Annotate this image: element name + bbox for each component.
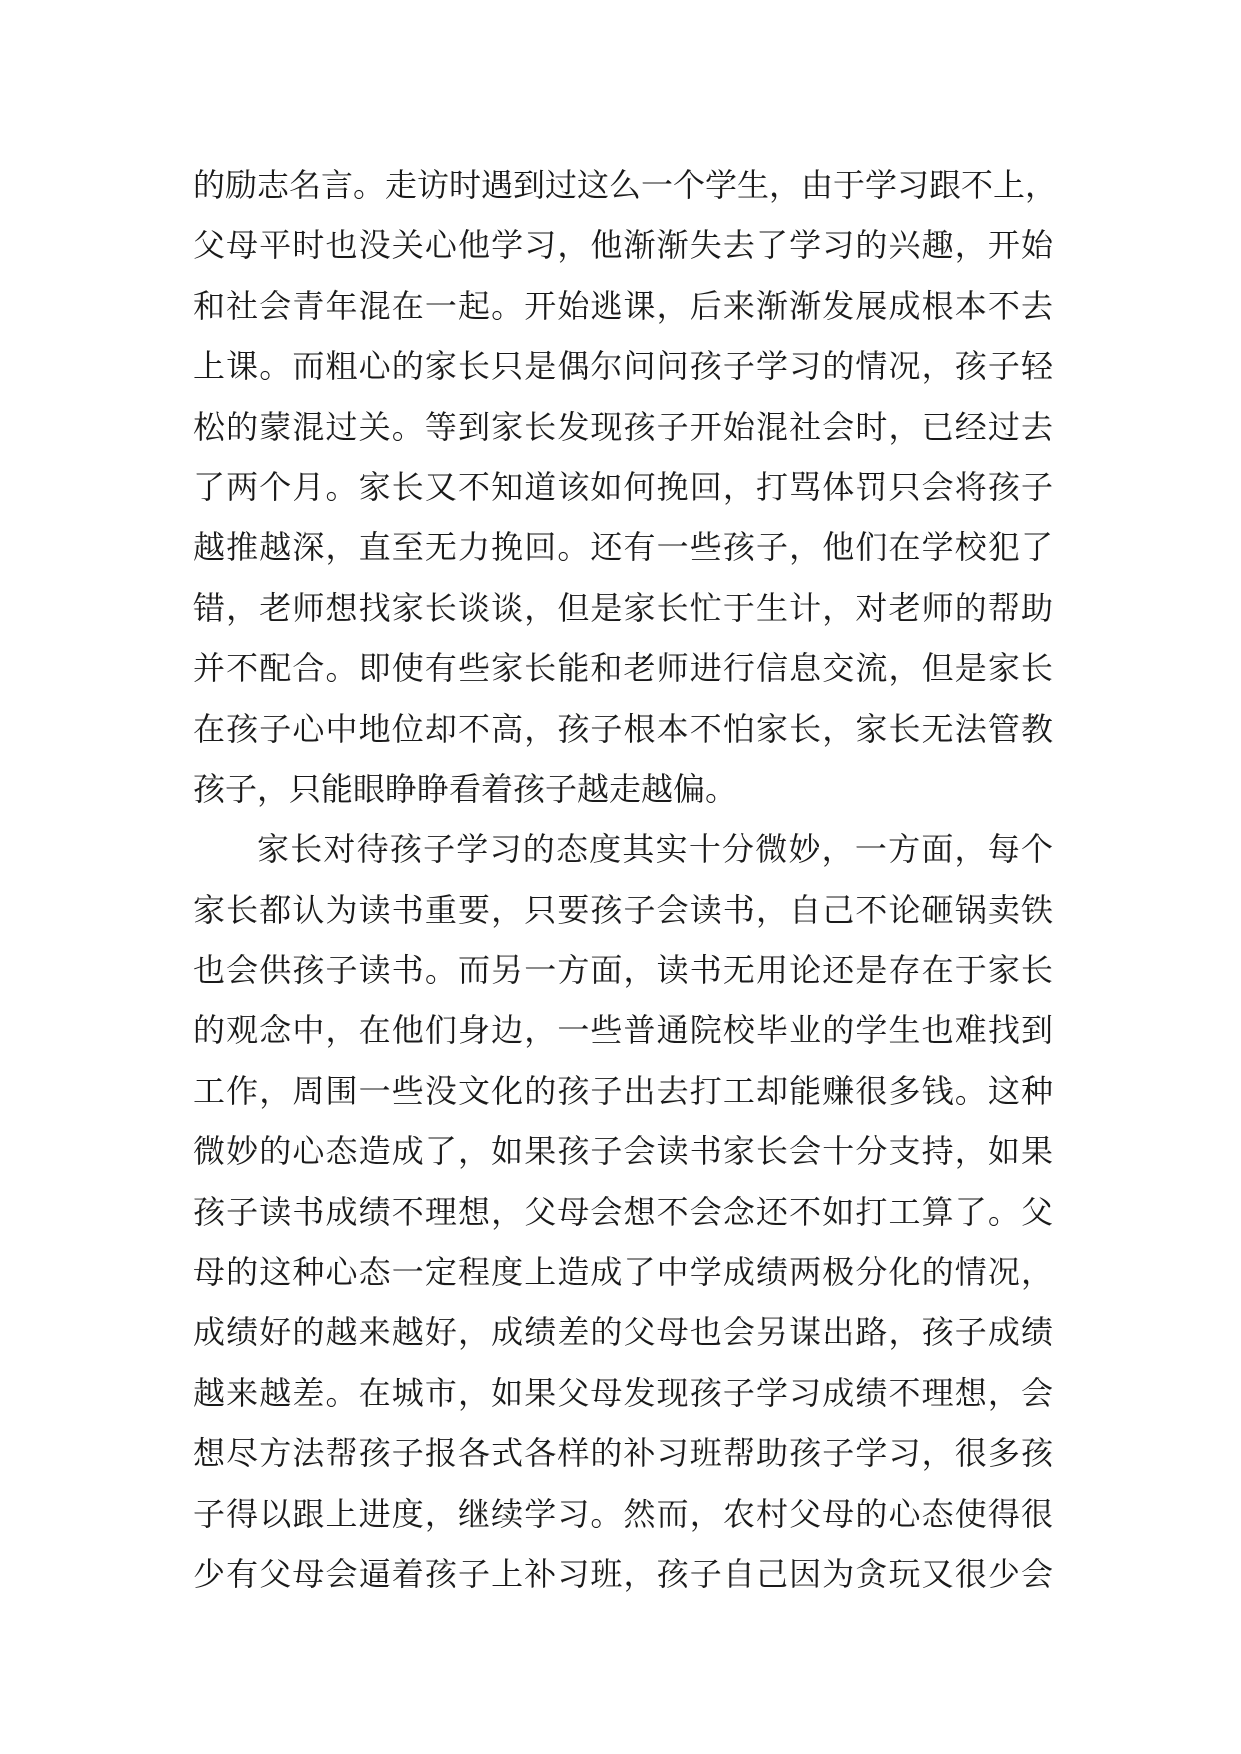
text-line: 父母平时也没关心他学习，他渐渐失去了学习的兴趣，开始 bbox=[193, 226, 1053, 265]
text-line: 并不配合。即使有些家长能和老师进行信息交流，但是家长 bbox=[193, 649, 1053, 688]
text-line: 少有父母会逼着孩子上补习班，孩子自己因为贪玩又很少会 bbox=[193, 1554, 1053, 1593]
text-line: 孩子读书成绩不理想，父母会想不会念还不如打工算了。父 bbox=[193, 1192, 1053, 1231]
text-line: 孩子，只能眼睁睁看着孩子越走越偏。 bbox=[193, 769, 738, 808]
text-line: 想尽方法帮孩子报各式各样的补习班帮助孩子学习，很多孩 bbox=[193, 1434, 1053, 1473]
body-text bbox=[193, 155, 1058, 1604]
text-line: 的励志名言。走访时遇到过这么一个学生，由于学习跟不上， bbox=[193, 166, 1058, 204]
text-line: 和社会青年混在一起。开始逃课，后来渐渐发展成根本不去 bbox=[193, 286, 1053, 325]
text-line: 也会供孩子读书。而另一方面，读书无用论还是存在于家长 bbox=[193, 951, 1053, 990]
paragraph-first-line: 家长对待孩子学习的态度其实十分微妙，一方面，每个 bbox=[257, 830, 1053, 869]
text-line: 的观念中，在他们身边，一些普通院校毕业的学生也难找到 bbox=[193, 1011, 1053, 1050]
text-line: 家长都认为读书重要，只要孩子会读书，自己不论砸锅卖铁 bbox=[193, 890, 1053, 929]
text-line: 松的蒙混过关。等到家长发现孩子开始混社会时，已经过去 bbox=[193, 407, 1053, 446]
text-line: 越推越深，直至无力挽回。还有一些孩子，他们在学校犯了 bbox=[193, 528, 1053, 567]
text-line: 成绩好的越来越好，成绩差的父母也会另谋出路，孩子成绩 bbox=[193, 1313, 1053, 1352]
text-line: 母的这种心态一定程度上造成了中学成绩两极分化的情况， bbox=[193, 1253, 1053, 1292]
text-line: 微妙的心态造成了，如果孩子会读书家长会十分支持，如果 bbox=[193, 1132, 1053, 1171]
text-line: 子得以跟上进度，继续学习。然而，农村父母的心态使得很 bbox=[193, 1494, 1053, 1533]
text-line: 工作，周围一些没文化的孩子出去打工却能赚很多钱。这种 bbox=[193, 1071, 1053, 1110]
text-line: 了两个月。家长又不知道该如何挽回，打骂体罚只会将孩子 bbox=[193, 467, 1053, 506]
text-line: 越来越差。在城市，如果父母发现孩子学习成绩不理想，会 bbox=[193, 1373, 1053, 1412]
text-line: 错，老师想找家长谈谈，但是家长忙于生计，对老师的帮助 bbox=[193, 588, 1053, 627]
text-line: 在孩子心中地位却不高，孩子根本不怕家长，家长无法管教 bbox=[193, 709, 1053, 748]
text-line: 上课。而粗心的家长只是偶尔问问孩子学习的情况，孩子轻 bbox=[193, 347, 1053, 386]
